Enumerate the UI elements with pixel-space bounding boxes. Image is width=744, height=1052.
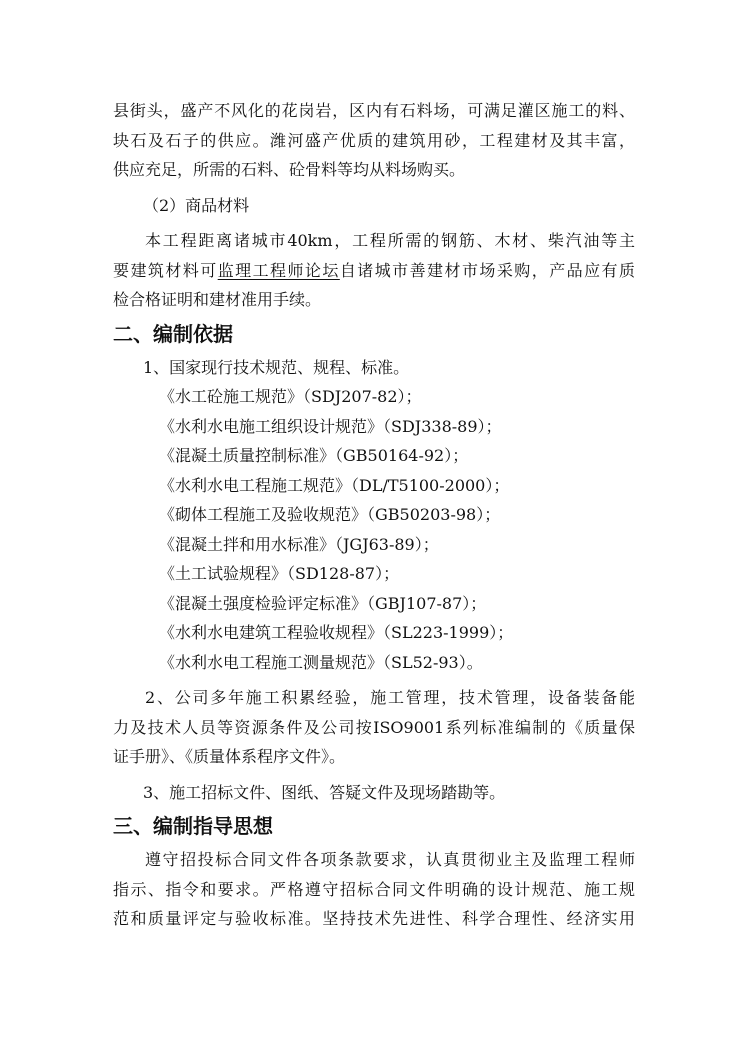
forum-link[interactable]: 监理工程师论坛 (217, 260, 340, 280)
body-line: 检合格证明和建材准用手续。 (113, 290, 322, 309)
standard-reference: 《混凝土强度检验评定标准》（GBJ107-87）； (159, 593, 487, 613)
list-item: 2、公司多年施工积累经验，施工管理，技术管理，设备装备能 (145, 688, 635, 707)
standard-reference: 《混凝土拌和用水标准》（JGJ63-89）； (159, 534, 439, 554)
standard-reference: 《水利水电施工组织设计规范》（SDJ338-89）； (159, 416, 502, 436)
list-item-continuation: 力及技术人员等资源条件及公司按ISO9001系列标准编制的《质量保 (113, 717, 635, 737)
list-item-continuation: 证手册》、《质量体系程序文件》。 (113, 747, 346, 766)
body-line: 范和质量评定与验收标准。坚持技术先进性、科学合理性、经济实用 (113, 909, 635, 928)
page-content (113, 96, 635, 934)
subheading-commercial-materials: （2）商品材料 (143, 195, 250, 215)
standard-reference: 《砌体工程施工及验收规范》（GB50203-98）； (159, 505, 501, 524)
standard-reference: 《混凝土质量控制标准》（GB50164-92）； (159, 446, 469, 465)
body-text: 要建筑材料可 (113, 260, 218, 280)
body-text: 自诸城市善建材市场采购，产品应有质 (339, 260, 635, 280)
standard-reference: 《土工试验规程》（SD128-87）； (159, 564, 400, 583)
section-heading-guiding-ideology: 三、编制指导思想 (113, 814, 273, 838)
body-line: 本工程距离诸城市40km，工程所需的钢筋、木材、柴汽油等主 (145, 231, 635, 250)
standard-reference: 《水利水电工程施工测量规范》（SL52-93）。 (159, 652, 483, 672)
body-line: 指示、指令和要求。严格遵守招标合同文件明确的设计规范、施工规 (113, 879, 635, 899)
body-line: 县街头，盛产不风化的花岗岩，区内有石料场，可满足灌区施工的料、 (113, 101, 635, 120)
standard-reference: 《水利水电工程施工规范》（DL/T5100-2000）； (159, 475, 510, 495)
section-heading-compilation-basis: 二、编制依据 (113, 321, 233, 346)
body-line: 遵守招投标合同文件各项条款要求，认真贯彻业主及监理工程师 (145, 850, 635, 869)
standard-reference: 《水工砼施工规范》（SDJ207-82）； (159, 387, 422, 406)
standard-reference: 《水利水电建筑工程验收规程》（SL223-1999）； (159, 623, 514, 642)
body-line-with-link (113, 256, 635, 286)
list-item: 1、国家现行技术规范、规程、标准。 (143, 357, 410, 377)
list-item: 3、施工招标文件、图纸、答疑文件及现场踏勘等。 (143, 782, 506, 802)
body-line: 块石及石子的供应。潍河盛产优质的建筑用砂，工程建材及其丰富， (113, 130, 635, 150)
body-line: 供应充足，所需的石料、砼骨料等均从料场购买。 (113, 160, 466, 179)
